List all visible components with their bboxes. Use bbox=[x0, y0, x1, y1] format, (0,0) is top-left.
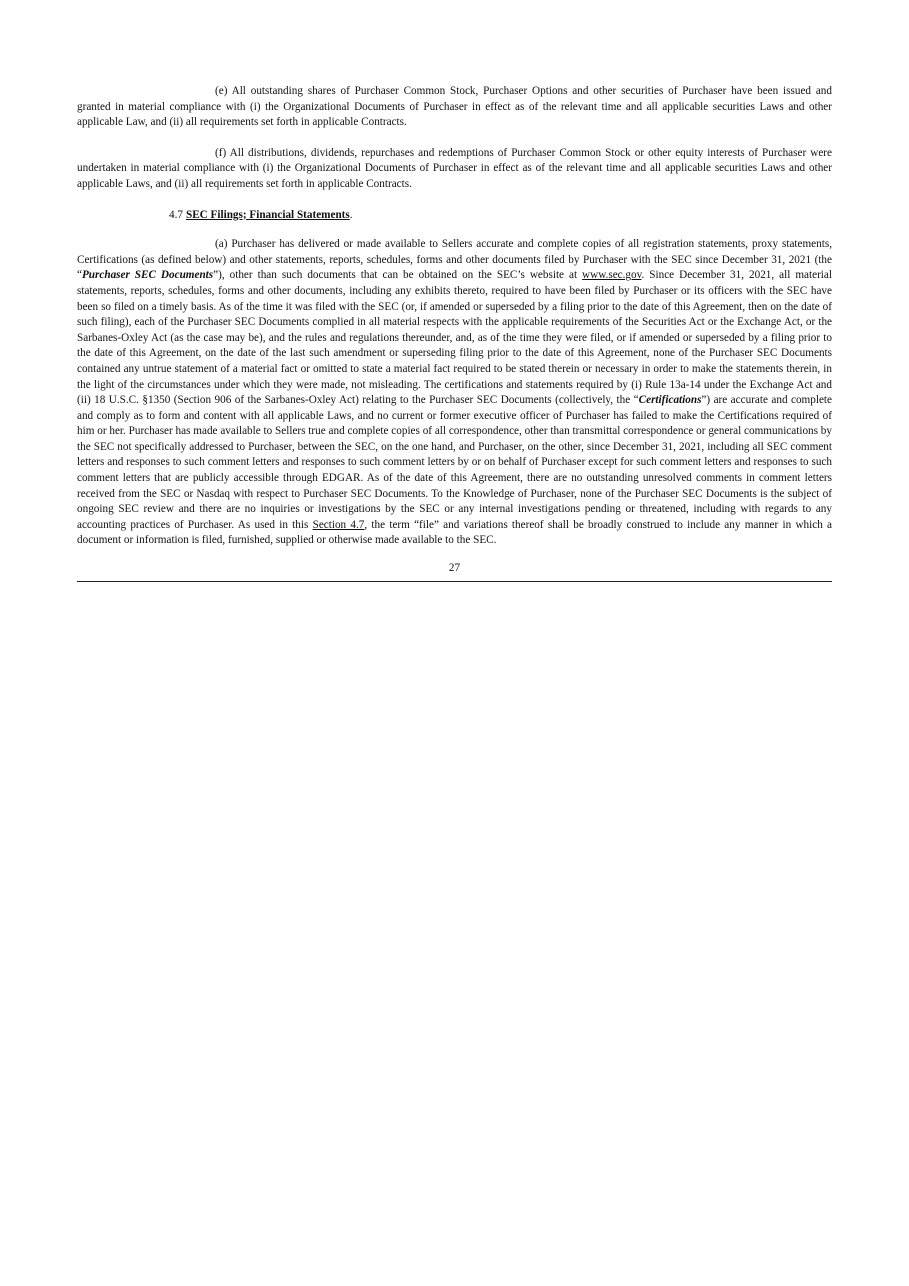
paragraph-a-text-5: , the term “file” and variations thereof shall be broadly construed to include any manner in which a document or information is filed, furnished, supplied or otherwise made available to the SEC. bbox=[77, 518, 832, 547]
document-page bbox=[77, 84, 832, 582]
defined-term-certifications: Certifications bbox=[638, 394, 702, 407]
page-divider bbox=[77, 581, 832, 582]
defined-term-purchaser-sec-documents: Purchaser SEC Documents bbox=[81, 269, 214, 282]
paragraph-a-text-1: (a) Purchaser has delivered or made available to Sellers accurate and complete copies of all registration statements, proxy statements, Certifications (as defined below) and other statements, reports, schedules, forms and other documents filed by Purchaser with the SEC since December 31, 2021 (the “ bbox=[77, 238, 832, 282]
section-number: 4.7 bbox=[169, 208, 183, 221]
paragraph-a-text-3: . Since December 31, 2021, all material statements, reports, schedules, forms and other documents, including any exhibits thereto, required to have been filed by Purchaser or its officers with the SEC have been so filed on a timely basis. As of the time it was filed with the SEC (or, if amended or superseded by a filing prior to the date of this Agreement, then on the date of such filing), each of the Purchaser SEC Documents complied in all material respects with the applicable requirements of the Securities Act or the Exchange Act, or the Sarbanes-Oxley Act (as the case may be), and the rules and regulations thereunder, and, as of the time they were filed, or if amended or superseded by a filing prior to the date of this Agreement, on the date of the last such amendment or superseding filing prior to the date of this Agreement, none of the Purchaser SEC Documents contained any untrue statement of a material fact or omitted to state a material fact required to be stated therein or necessary in order to make the statements therein, in the light of the circumstances under which they were made, not misleading. The certifications and statements required by (i) Rule 13a-14 under the Exchange Act and (ii) 18 U.S.C. §1350 (Section 906 of the Sarbanes-Oxley Act) relating to the Purchaser SEC Documents (collectively, the “ bbox=[77, 269, 832, 407]
paragraph-f: (f) All distributions, dividends, repurchases and redemptions of Purchaser Common Stock or other equity interests of Purchaser were undertaken in material compliance with (i) the Organizational Documents of Purchaser in effect as of the relevant time and all applicable securities Laws and other applicable Laws, and (ii) all requirements set forth in applicable Contracts. bbox=[77, 146, 832, 190]
paragraph-a bbox=[77, 237, 832, 549]
section-reference-link[interactable]: Section 4.7 bbox=[312, 518, 365, 531]
section-heading bbox=[169, 208, 832, 224]
paragraph-a-text-2: ”), other than such documents that can be obtained on the SEC’s website at bbox=[213, 269, 583, 282]
sec-website-link[interactable]: www.sec.gov bbox=[582, 269, 642, 282]
section-title-period: . bbox=[349, 208, 353, 221]
paragraph-a-text-4: ”) are accurate and complete and comply as to form and content with all applicable Laws, and no current or former executive officer of Purchaser has failed to make the Certifications required of him or her. Purchaser has made available to Sellers true and complete copies of all correspondence, other than transmittal correspondence or general communications by the SEC not specifically addressed to Purchaser, between the SEC, on the one hand, and Purchaser, on the other, since December 31, 2021, including all SEC comment letters and responses to such comment letters and responses to such comment letters by or on behalf of Purchaser except for such comment letters and responses to such comment letters that are publicly accessible through EDGAR. As of the date of this Agreement, there are no outstanding unresolved comments in comment letters received from the SEC or Nasdaq with respect to Purchaser SEC Documents. To the Knowledge of Purchaser, none of the Purchaser SEC Documents is the subject of ongoing SEC review and there are no inquiries or investigations by the SEC or any internal investigations pending or threatened, including with regards to any accounting practices of Purchaser. As used in this bbox=[77, 394, 832, 531]
page-number: 27 bbox=[448, 562, 461, 575]
section-title: SEC Filings; Financial Statements bbox=[185, 208, 350, 221]
paragraph-e: (e) All outstanding shares of Purchaser Common Stock, Purchaser Options and other securities of Purchaser have been issued and granted in material compliance with (i) the Organizational Documents of Purchaser in effect as of the relevant time and all applicable securities Laws and other applicable Law, and (ii) all requirements set forth in applicable Contracts. bbox=[77, 85, 832, 129]
